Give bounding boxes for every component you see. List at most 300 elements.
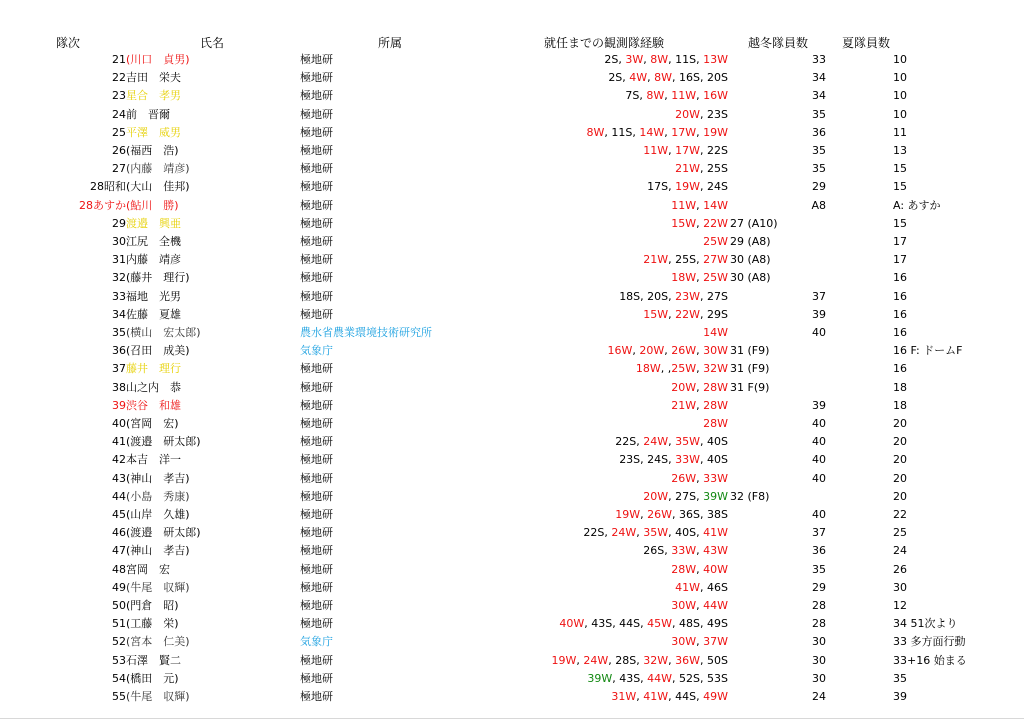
team-number: 43 bbox=[112, 471, 126, 485]
experience-segment: 33W bbox=[703, 471, 728, 485]
experience-segment: 13W bbox=[703, 53, 728, 66]
experience-segment: 35W bbox=[643, 526, 669, 540]
experience-segment: , bbox=[696, 344, 704, 358]
experience-segment: 32W bbox=[643, 653, 669, 667]
leader-name: 前 晋爾 bbox=[126, 107, 170, 121]
summer-count: 18 bbox=[893, 398, 907, 412]
winter-count: 37 bbox=[812, 289, 826, 303]
winter-count: 37 bbox=[812, 526, 826, 540]
header-winter-count: 越冬隊員数 bbox=[748, 36, 809, 50]
team-number: 53 bbox=[112, 653, 126, 667]
summer-count: 35 bbox=[893, 671, 907, 685]
leader-name: 平澤 威男 bbox=[126, 125, 181, 139]
experience bbox=[400, 197, 728, 215]
winter-count: 30 bbox=[812, 671, 826, 685]
experience bbox=[400, 178, 728, 196]
summer-count: 39 bbox=[893, 690, 907, 703]
experience-segment: 22S, bbox=[615, 435, 644, 449]
team-number: 45 bbox=[112, 508, 126, 521]
experience-segment: 44W bbox=[703, 599, 728, 612]
experience-segment: , bbox=[696, 125, 704, 139]
experience-segment: 26W bbox=[671, 471, 697, 485]
experience-segment: , 50S bbox=[700, 653, 728, 667]
winter-count: 24 bbox=[812, 690, 826, 703]
winter-count: 35 bbox=[812, 162, 826, 176]
experience-segment: , 40S bbox=[700, 435, 728, 449]
experience-segment: , 52S, 53S bbox=[672, 671, 728, 685]
leader-name: 渋谷 和雄 bbox=[126, 398, 181, 412]
affiliation: 極地研 bbox=[300, 580, 333, 594]
leader-name: (福西 浩) bbox=[126, 144, 179, 157]
team-number: 46 bbox=[112, 526, 126, 540]
experience-segment: 2S, bbox=[608, 71, 630, 85]
table-row bbox=[0, 579, 1024, 597]
experience-segment: 18W bbox=[671, 271, 697, 285]
leader-name: (川口 貞男) bbox=[126, 53, 190, 66]
experience-segment: , 27S bbox=[700, 289, 728, 303]
experience-segment: , 43S, 44S, bbox=[584, 617, 648, 631]
affiliation: 極地研 bbox=[300, 89, 333, 103]
summer-count: 16 bbox=[893, 362, 907, 376]
table-row bbox=[0, 451, 1024, 469]
summer-count: 17 bbox=[893, 235, 907, 248]
team-number: 36 bbox=[112, 344, 126, 358]
experience-segment: , , bbox=[660, 362, 672, 376]
summer-count: 15 bbox=[893, 162, 907, 176]
leader-name: (工藤 栄) bbox=[126, 617, 179, 631]
header-experience: 就任までの観測隊経験 bbox=[544, 36, 665, 50]
affiliation: 極地研 bbox=[300, 489, 333, 503]
experience-segment: 7S, bbox=[625, 89, 647, 103]
table-row bbox=[0, 342, 1024, 360]
affiliation: 極地研 bbox=[300, 653, 333, 667]
experience bbox=[400, 579, 728, 597]
experience-segment: , 23S bbox=[700, 107, 728, 121]
leader-name: (門倉 昭) bbox=[126, 599, 179, 612]
header-affiliation: 所属 bbox=[378, 36, 403, 50]
affiliation: 極地研 bbox=[300, 508, 333, 521]
leader-name: (渡邉 研太郎) bbox=[126, 435, 201, 449]
experience-segment: 20W bbox=[675, 107, 701, 121]
experience-segment: , bbox=[636, 526, 644, 540]
winter-count: 40 bbox=[812, 453, 826, 467]
summer-count: 33 多方面行動 bbox=[893, 635, 966, 649]
team-number: 25 bbox=[112, 125, 126, 139]
experience bbox=[400, 652, 728, 670]
winter-count: 29 bbox=[812, 580, 826, 594]
affiliation: 極地研 bbox=[300, 417, 333, 430]
table-row bbox=[0, 488, 1024, 506]
experience-segment: 26S, bbox=[643, 544, 672, 558]
experience-segment: 30W bbox=[671, 599, 697, 612]
affiliation: 極地研 bbox=[300, 562, 333, 576]
experience bbox=[400, 542, 728, 560]
summer-count: 15 bbox=[893, 180, 907, 194]
leader-name: 渡邉 興亜 bbox=[126, 216, 181, 230]
winter-count: 28 bbox=[812, 599, 826, 612]
experience bbox=[400, 524, 728, 542]
experience-segment: 33W bbox=[671, 544, 697, 558]
table-row bbox=[0, 542, 1024, 560]
team-number: 50 bbox=[112, 599, 126, 612]
team-number: 33 bbox=[112, 289, 126, 303]
experience bbox=[400, 379, 728, 397]
summer-count: 10 bbox=[893, 107, 907, 121]
experience-segment: 41W bbox=[643, 690, 669, 703]
experience-segment: , bbox=[668, 307, 676, 321]
leader-name: (鮎川 勝) bbox=[126, 198, 179, 212]
table-row bbox=[0, 51, 1024, 69]
summer-count: 11 bbox=[893, 125, 907, 139]
summer-count: A: あすか bbox=[893, 198, 941, 212]
experience-segment: , bbox=[696, 89, 704, 103]
leader-name: (山岸 久雄) bbox=[126, 508, 190, 521]
team-number: 47 bbox=[112, 544, 126, 558]
experience-segment: 27W bbox=[703, 253, 728, 267]
summer-count: 16 F: ドームF bbox=[893, 344, 963, 358]
table-row bbox=[0, 688, 1024, 706]
leader-name: (渡邉 研太郎) bbox=[126, 526, 201, 540]
affiliation: 極地研 bbox=[300, 235, 333, 248]
experience bbox=[400, 561, 728, 579]
affiliation: 気象庁 bbox=[300, 635, 333, 649]
experience-segment: , bbox=[576, 653, 584, 667]
experience-segment: , bbox=[696, 380, 704, 394]
experience-segment: 20W bbox=[671, 380, 697, 394]
experience bbox=[400, 142, 728, 160]
winter-count: 39 bbox=[812, 307, 826, 321]
team-number: 26 bbox=[112, 144, 126, 157]
experience-segment: 3W bbox=[625, 53, 644, 66]
experience-segment: , bbox=[696, 562, 704, 576]
table-row bbox=[0, 306, 1024, 324]
experience-segment: 11W bbox=[643, 144, 669, 157]
affiliation: 農水省農業環境技術研究所 bbox=[300, 326, 432, 339]
experience bbox=[400, 324, 728, 342]
winter-count: 40 bbox=[812, 417, 826, 430]
experience bbox=[400, 670, 728, 688]
winter-count: 40 bbox=[812, 471, 826, 485]
experience-segment: 8W bbox=[654, 71, 673, 85]
winter-count: 40 bbox=[812, 435, 826, 449]
experience-segment: 21W bbox=[643, 253, 669, 267]
affiliation: 極地研 bbox=[300, 471, 333, 485]
affiliation: 極地研 bbox=[300, 162, 333, 176]
affiliation: 極地研 bbox=[300, 380, 333, 394]
experience-segment: , 43S, bbox=[612, 671, 648, 685]
experience bbox=[400, 451, 728, 469]
header-summer-count: 夏隊員数 bbox=[842, 36, 891, 50]
team-number: 29 bbox=[112, 216, 126, 230]
winter-count: 34 bbox=[812, 89, 826, 103]
experience-segment: 14W bbox=[639, 125, 665, 139]
experience-segment: 39W bbox=[587, 671, 613, 685]
experience bbox=[400, 415, 728, 433]
winter-count: 30 bbox=[812, 653, 826, 667]
table-row bbox=[0, 106, 1024, 124]
leader-name: (神山 孝吉) bbox=[126, 471, 190, 485]
experience-segment: 41W bbox=[703, 526, 728, 540]
table-row bbox=[0, 233, 1024, 251]
affiliation: 極地研 bbox=[300, 690, 333, 703]
table-row bbox=[0, 251, 1024, 269]
summer-count: 20 bbox=[893, 417, 907, 430]
experience-segment: , 44S, bbox=[668, 690, 704, 703]
leader-name: (小島 秀康) bbox=[126, 489, 190, 503]
table-row bbox=[0, 433, 1024, 451]
summer-count: 10 bbox=[893, 89, 907, 103]
experience-segment: , bbox=[668, 653, 676, 667]
winter-count: 34 bbox=[812, 71, 826, 85]
team-number: 23 bbox=[112, 89, 126, 103]
experience-segment: 41W bbox=[675, 580, 701, 594]
leader-name: (藤井 理行) bbox=[126, 271, 190, 285]
dome-note: 31 F(9) bbox=[730, 380, 770, 394]
affiliation: 極地研 bbox=[300, 398, 333, 412]
team-number: 38 bbox=[112, 380, 126, 394]
experience-segment: , bbox=[696, 544, 704, 558]
summer-count: 26 bbox=[893, 562, 907, 576]
experience-segment: , 46S bbox=[700, 580, 728, 594]
experience-segment: 40W bbox=[703, 562, 728, 576]
leader-name: 山之内 恭 bbox=[126, 380, 181, 394]
team-number: 41 bbox=[112, 435, 126, 449]
experience-segment: , bbox=[632, 344, 640, 358]
team-number: 30 bbox=[112, 235, 126, 248]
leader-name: 石澤 賢二 bbox=[126, 653, 181, 667]
team-number: 40 bbox=[112, 417, 126, 430]
summer-count: 22 bbox=[893, 508, 907, 521]
experience-segment: 43W bbox=[703, 544, 728, 558]
affiliation: 極地研 bbox=[300, 107, 333, 121]
affiliation: 極地研 bbox=[300, 144, 333, 157]
experience-segment: , bbox=[696, 635, 704, 649]
experience-segment: , bbox=[664, 89, 672, 103]
winter-count: 40 bbox=[812, 508, 826, 521]
dome-note: 27 (A10) bbox=[730, 216, 778, 230]
experience-segment: 32W bbox=[703, 362, 728, 376]
table-row bbox=[0, 69, 1024, 87]
affiliation: 極地研 bbox=[300, 71, 333, 85]
experience-segment: 30W bbox=[703, 344, 728, 358]
team-number: 37 bbox=[112, 362, 126, 376]
experience-segment: 16W bbox=[607, 344, 633, 358]
experience-segment: 23S, 24S, bbox=[619, 453, 676, 467]
experience-segment: 14W bbox=[703, 198, 728, 212]
experience-segment: , bbox=[664, 125, 672, 139]
winter-count: 30 bbox=[812, 635, 826, 649]
team-number: 28昭和 bbox=[90, 180, 126, 194]
leader-name: (神山 孝吉) bbox=[126, 544, 190, 558]
experience-segment: , 11S, bbox=[668, 53, 704, 66]
affiliation: 極地研 bbox=[300, 289, 333, 303]
experience-segment: 16W bbox=[703, 89, 728, 103]
table-row bbox=[0, 288, 1024, 306]
summer-count: 24 bbox=[893, 544, 907, 558]
experience bbox=[400, 506, 728, 524]
affiliation: 極地研 bbox=[300, 125, 333, 139]
dome-note: 30 (A8) bbox=[730, 271, 771, 285]
leader-name: 宮岡 宏 bbox=[126, 562, 170, 576]
summer-count: 17 bbox=[893, 253, 907, 267]
summer-count: 33+16 始まる bbox=[893, 653, 967, 667]
affiliation: 極地研 bbox=[300, 271, 333, 285]
summer-count: 16 bbox=[893, 271, 907, 285]
team-number: 21 bbox=[112, 53, 126, 66]
experience-segment: , bbox=[696, 599, 704, 612]
dome-note: 31 (F9) bbox=[730, 362, 770, 376]
affiliation: 極地研 bbox=[300, 671, 333, 685]
experience-segment: 15W bbox=[643, 307, 669, 321]
experience-segment: , 40S bbox=[700, 453, 728, 467]
experience-segment: 25W bbox=[671, 362, 697, 376]
team-number: 42 bbox=[112, 453, 126, 467]
winter-count: 36 bbox=[812, 544, 826, 558]
experience-segment: 36W bbox=[675, 653, 701, 667]
winter-count: A8 bbox=[811, 198, 826, 212]
experience bbox=[400, 433, 728, 451]
experience bbox=[400, 69, 728, 87]
experience-segment: 19W bbox=[551, 653, 577, 667]
experience-segment: 2S, bbox=[604, 53, 626, 66]
leader-name: 福地 光男 bbox=[126, 289, 181, 303]
team-number: 52 bbox=[112, 635, 126, 649]
experience-segment: , bbox=[696, 216, 704, 230]
experience-segment: , 29S bbox=[700, 307, 728, 321]
table-row bbox=[0, 215, 1024, 233]
experience-segment: , bbox=[696, 271, 704, 285]
summer-count: 16 bbox=[893, 289, 907, 303]
experience-segment: , 11S, bbox=[604, 125, 640, 139]
team-number: 39 bbox=[112, 398, 126, 412]
experience bbox=[400, 360, 728, 378]
experience-segment: 11W bbox=[671, 89, 697, 103]
leader-name: (召田 成美) bbox=[126, 344, 190, 358]
experience bbox=[400, 215, 728, 233]
experience-segment: 19W bbox=[703, 125, 728, 139]
dome-note: 32 (F8) bbox=[730, 489, 770, 503]
winter-count: 39 bbox=[812, 398, 826, 412]
experience bbox=[400, 470, 728, 488]
experience bbox=[400, 688, 728, 706]
leader-name: 藤井 理行 bbox=[126, 362, 181, 376]
experience bbox=[400, 306, 728, 324]
summer-count: 20 bbox=[893, 435, 907, 449]
experience-segment: 20W bbox=[643, 489, 669, 503]
team-number: 34 bbox=[112, 307, 126, 321]
experience-segment: 28W bbox=[703, 417, 728, 430]
experience-segment: 19W bbox=[675, 180, 701, 194]
leader-name: (宮本 仁美) bbox=[126, 635, 190, 649]
affiliation: 極地研 bbox=[300, 453, 333, 467]
leader-name: 本吉 洋一 bbox=[126, 453, 181, 467]
experience-segment: 8W bbox=[586, 125, 605, 139]
summer-count: 34 51次より bbox=[893, 617, 958, 631]
experience-segment: , bbox=[643, 53, 651, 66]
experience bbox=[400, 87, 728, 105]
experience-segment: 45W bbox=[647, 617, 673, 631]
experience-segment: , 25S bbox=[700, 162, 728, 176]
team-number: 35 bbox=[112, 326, 126, 339]
experience bbox=[400, 633, 728, 651]
leader-name: 内藤 靖彦 bbox=[126, 253, 181, 267]
experience bbox=[400, 51, 728, 69]
table-row bbox=[0, 652, 1024, 670]
experience-segment: 4W bbox=[629, 71, 648, 85]
team-number: 32 bbox=[112, 271, 126, 285]
experience-segment: , 48S, 49S bbox=[672, 617, 728, 631]
table-row bbox=[0, 524, 1024, 542]
experience bbox=[400, 160, 728, 178]
experience-segment: 35W bbox=[675, 435, 701, 449]
header-team: 隊次 bbox=[56, 36, 81, 50]
experience-segment: , bbox=[647, 71, 655, 85]
team-number: 49 bbox=[112, 580, 126, 594]
experience-segment: 49W bbox=[703, 690, 728, 703]
affiliation: 極地研 bbox=[300, 253, 333, 267]
experience-segment: , 22S bbox=[700, 144, 728, 157]
experience-segment: , 16S, 20S bbox=[672, 71, 728, 85]
experience-segment: , bbox=[664, 344, 672, 358]
experience-segment: , 24S bbox=[700, 180, 728, 194]
experience-segment: 22W bbox=[675, 307, 701, 321]
team-number: 55 bbox=[112, 690, 126, 703]
experience-segment: , bbox=[696, 398, 704, 412]
winter-count: 35 bbox=[812, 107, 826, 121]
dome-note: 29 (A8) bbox=[730, 235, 771, 248]
experience bbox=[400, 269, 728, 287]
experience-segment: , 25S, bbox=[668, 253, 704, 267]
experience bbox=[400, 106, 728, 124]
experience-segment: 40W bbox=[559, 617, 585, 631]
experience-segment: 18W bbox=[635, 362, 661, 376]
experience-segment: 44W bbox=[647, 671, 673, 685]
affiliation: 気象庁 bbox=[300, 344, 333, 358]
divider bbox=[0, 718, 1024, 719]
table-row bbox=[0, 597, 1024, 615]
experience bbox=[400, 615, 728, 633]
experience-segment: 14W bbox=[703, 326, 728, 339]
table-row bbox=[0, 124, 1024, 142]
summer-count: 18 bbox=[893, 380, 907, 394]
experience-segment: 11W bbox=[671, 198, 697, 212]
leader-name: (横山 宏太郎) bbox=[126, 326, 201, 339]
affiliation: 極地研 bbox=[300, 198, 333, 212]
experience-segment: , bbox=[636, 690, 644, 703]
table-row bbox=[0, 415, 1024, 433]
experience-segment: 21W bbox=[675, 162, 701, 176]
summer-count: 16 bbox=[893, 307, 907, 321]
experience-segment: , bbox=[696, 198, 704, 212]
leader-name: (大山 佳邦) bbox=[126, 180, 190, 194]
team-number: 24 bbox=[112, 107, 126, 121]
experience-segment: 28W bbox=[671, 562, 697, 576]
experience-segment: , bbox=[696, 471, 704, 485]
experience-segment: , bbox=[640, 508, 648, 521]
table-row bbox=[0, 360, 1024, 378]
affiliation: 極地研 bbox=[300, 544, 333, 558]
leader-name: (牛尾 収輝) bbox=[126, 580, 190, 594]
experience-segment: , bbox=[668, 435, 676, 449]
team-number: 27 bbox=[112, 162, 126, 176]
leader-name: 吉田 栄夫 bbox=[126, 71, 181, 85]
winter-count: 40 bbox=[812, 326, 826, 339]
table-row bbox=[0, 470, 1024, 488]
table-row bbox=[0, 197, 1024, 215]
winter-count: 35 bbox=[812, 562, 826, 576]
experience-segment: 24W bbox=[611, 526, 637, 540]
experience-segment: , 36S, 38S bbox=[672, 508, 728, 521]
